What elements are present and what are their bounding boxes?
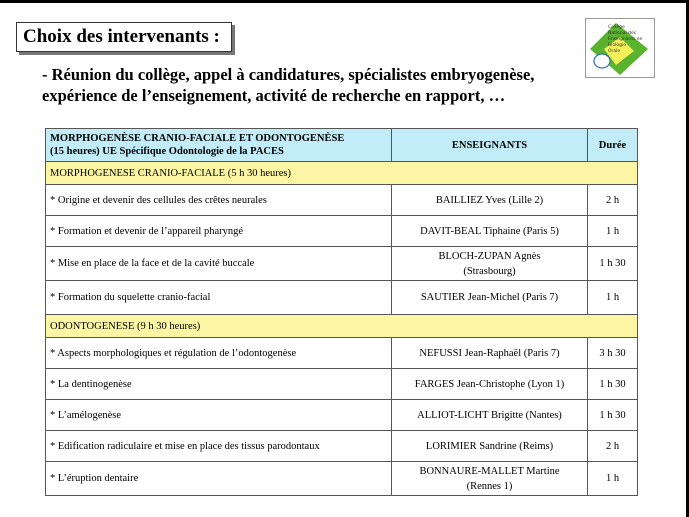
table-row	[46, 431, 638, 462]
topic-cell: * L’amélogenèse	[46, 400, 392, 431]
teacher-name: BLOCH-ZUPAN Agnès	[438, 250, 541, 262]
section-row	[46, 162, 638, 185]
teacher-name: ALLIOT-LICHT Brigitte (Nantes)	[417, 409, 562, 421]
table-row	[46, 462, 638, 496]
teacher-cell	[392, 281, 588, 315]
logo-text-3: Enseignants en	[608, 37, 643, 42]
topic-cell: * Edification radiculaire et mise en place des tissus parodontaux	[46, 431, 392, 462]
subtitle	[42, 64, 602, 106]
table-row	[46, 216, 638, 247]
teacher-cell	[392, 462, 588, 496]
duration-cell: 2 h	[588, 185, 638, 216]
table-header-row	[46, 129, 638, 162]
duration-cell: 1 h	[588, 462, 638, 496]
logo-text-1: Collège	[608, 25, 625, 30]
duration-cell: 2 h	[588, 431, 638, 462]
teacher-cell	[392, 185, 588, 216]
course-header	[46, 129, 392, 162]
teacher-cell	[392, 369, 588, 400]
topic-cell: * Formation et devenir de l’appareil pharyngé	[46, 216, 392, 247]
teacher-cell	[392, 216, 588, 247]
teachers-header: ENSEIGNANTS	[392, 129, 588, 162]
topic-cell: * La dentinogenèse	[46, 369, 392, 400]
teacher-name: NEFUSSI Jean-Raphaël (Paris 7)	[419, 347, 560, 359]
topic-cell: * Aspects morphologiques et régulation de l’odontogenèse	[46, 338, 392, 369]
teacher-name: FARGES Jean-Christophe (Lyon 1)	[414, 378, 565, 390]
teacher-name: SAUTIER Jean-Michel (Paris 7)	[420, 292, 559, 303]
table-row	[46, 185, 638, 216]
teacher-affiliation: (Strasbourg)	[463, 265, 516, 277]
teacher-cell	[392, 400, 588, 431]
subtitle-line-2: expérience de l’enseignement, activité de recherche en rapport, …	[42, 86, 506, 105]
table-row	[46, 369, 638, 400]
duration-cell: 1 h	[588, 216, 638, 247]
teacher-cell	[392, 431, 588, 462]
teacher-affiliation: (Rennes 1)	[466, 480, 513, 492]
teacher-name: BONNAURE-MALLET Martine	[419, 465, 560, 477]
teacher-name: BAILLIEZ Yves (Lille 2)	[435, 194, 544, 206]
slide-title: Choix des intervenants :	[16, 22, 232, 52]
section-row	[46, 315, 638, 338]
topic-cell: * Formation du squelette cranio-facial	[46, 281, 392, 315]
curriculum-table	[45, 128, 638, 496]
table-row	[46, 247, 638, 281]
duration-header: Durée	[588, 129, 638, 162]
topic-cell: * Mise en place de la face et de la cavité buccale	[46, 247, 392, 281]
teacher-name: DAVIT-BEAL Tiphaine (Paris 5)	[420, 225, 559, 237]
teacher-name: LORIMIER Sandrine (Reims)	[425, 440, 554, 452]
course-header-line-2: (15 heures) UE Spécifique Odontologie de la PACES	[50, 146, 284, 157]
logo-text-5: Orale	[608, 49, 621, 54]
course-header-line-1: MORPHOGENÈSE CRANIO-FACIALE ET ODONTOGENÈSE	[50, 133, 345, 144]
duration-cell: 1 h 30	[588, 400, 638, 431]
table-row	[46, 281, 638, 315]
duration-cell: 1 h	[588, 281, 638, 315]
duration-cell: 3 h 30	[588, 338, 638, 369]
table-row	[46, 400, 638, 431]
logo-text-2: National des	[608, 31, 637, 36]
topic-cell: * L’éruption dentaire	[46, 462, 392, 496]
subtitle-line-1: - Réunion du collège, appel à candidatures, spécialistes embryogenèse,	[42, 65, 535, 84]
section-title: ODONTOGENESE (9 h 30 heures)	[46, 315, 638, 338]
table-row	[46, 338, 638, 369]
duration-cell: 1 h 30	[588, 247, 638, 281]
duration-cell: 1 h 30	[588, 369, 638, 400]
section-title: MORPHOGENESE CRANIO-FACIALE (5 h 30 heures)	[46, 162, 638, 185]
teacher-cell	[392, 247, 588, 281]
logo-text-4: Biologie	[608, 43, 626, 48]
slide-top-border	[0, 0, 689, 3]
topic-cell: * Origine et devenir des cellules des crêtes neurales	[46, 185, 392, 216]
teacher-cell	[392, 338, 588, 369]
